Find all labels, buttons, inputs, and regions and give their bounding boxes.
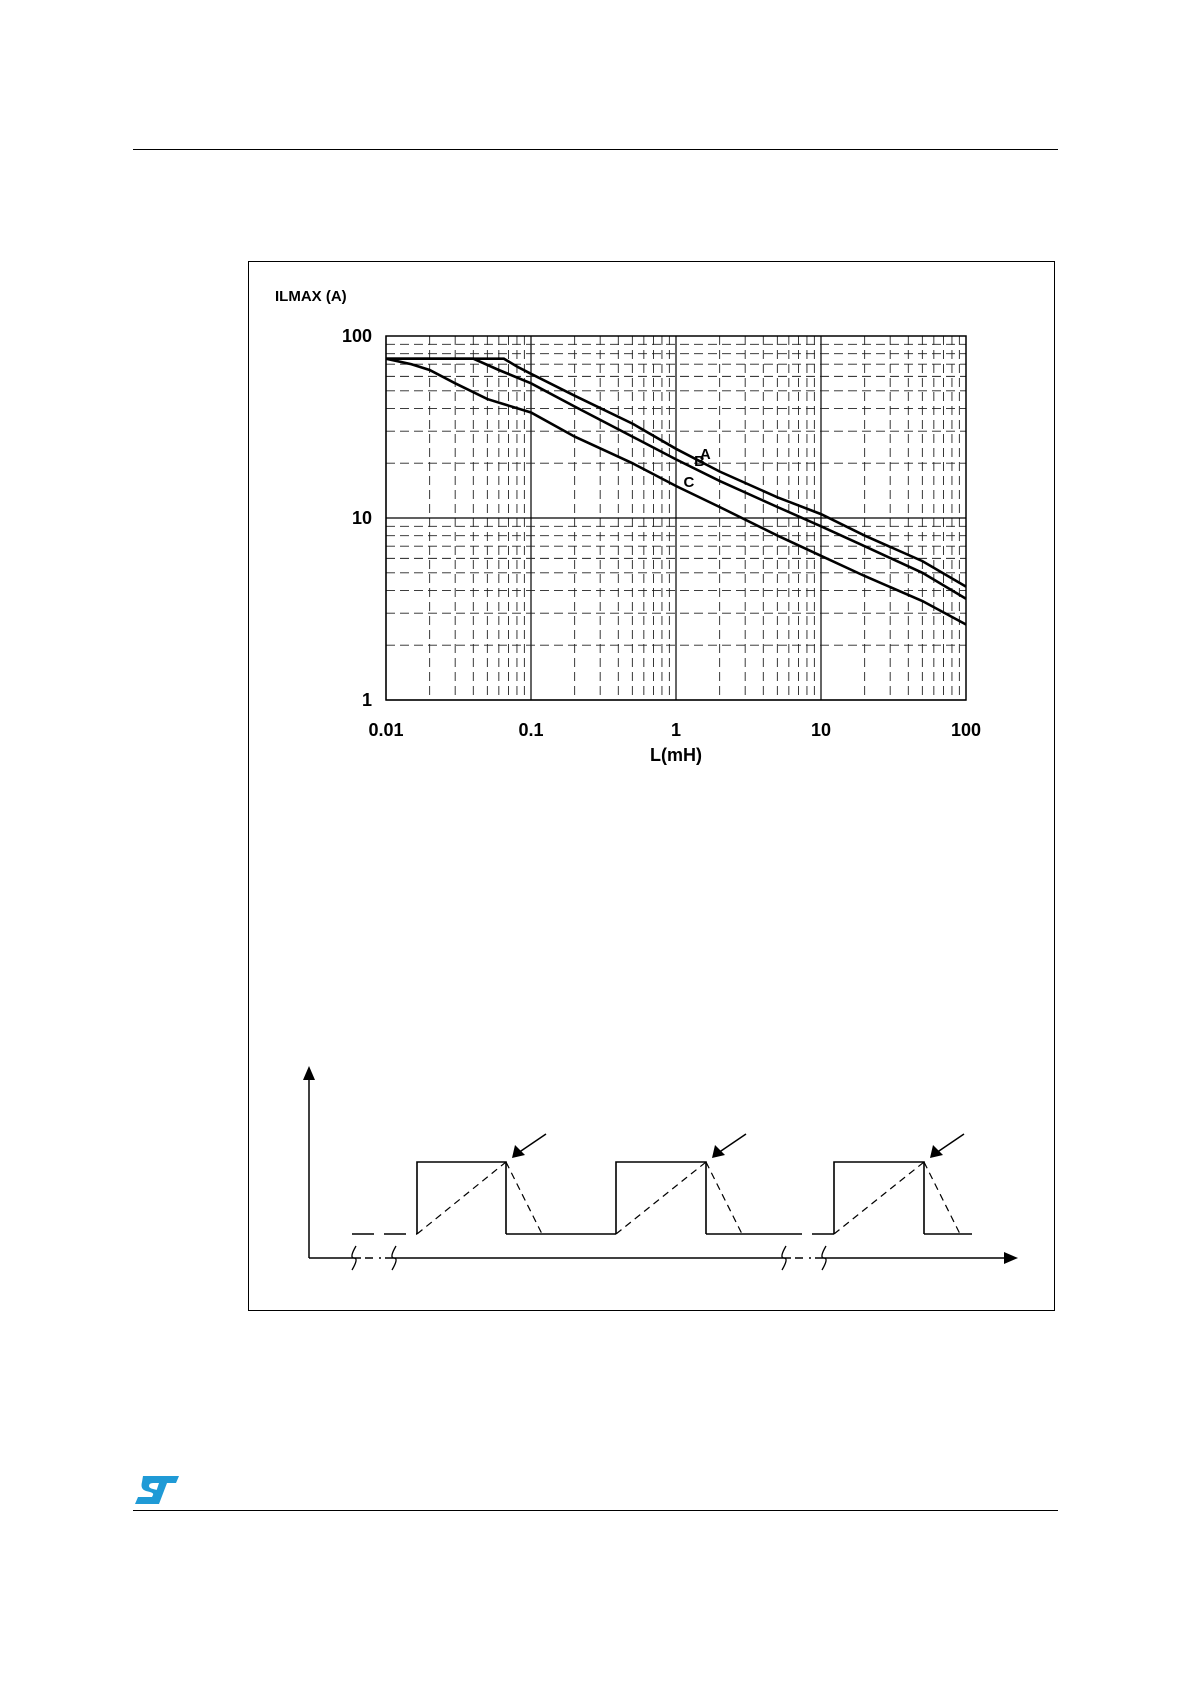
y-tick-label: 10	[351, 508, 372, 528]
x-tick-label: 10	[810, 720, 832, 740]
axis-break-icon	[392, 1246, 396, 1270]
footer-rule	[133, 1510, 1058, 1511]
x-tick-label: 1	[670, 720, 682, 740]
y-tick-label: 1	[361, 690, 372, 710]
axis-break-icon	[822, 1246, 826, 1270]
current-ramp-up	[417, 1162, 506, 1234]
wave-x-arrow	[1004, 1252, 1018, 1264]
axis-break-icon	[782, 1246, 786, 1270]
y-axis-label: ILMAX (A)	[275, 288, 347, 305]
x-tick-label: 0.1	[518, 720, 544, 740]
arrow-icon	[512, 1145, 525, 1158]
current-ramp-down	[924, 1162, 960, 1234]
x-tick-label: 100	[950, 720, 982, 740]
arrow-icon	[712, 1145, 725, 1158]
peak-pointer	[518, 1134, 546, 1153]
wave-y-arrow	[303, 1066, 315, 1080]
peak-pointer	[936, 1134, 964, 1153]
x-axis-label: L(mH)	[650, 745, 702, 765]
axis-break-icon	[352, 1246, 356, 1270]
peak-pointer	[718, 1134, 746, 1153]
series-label-b: B	[694, 452, 706, 470]
current-ramp-down	[706, 1162, 742, 1234]
current-ramp-down	[506, 1162, 542, 1234]
series-label-c: C	[683, 474, 695, 492]
series-label-a: A	[699, 446, 711, 464]
arrow-icon	[930, 1145, 943, 1158]
x-tick-label: 0.01	[368, 720, 404, 740]
current-ramp-up	[834, 1162, 924, 1234]
y-tick-label: 100	[341, 326, 372, 346]
st-logo	[133, 1474, 181, 1506]
current-ramp-up	[616, 1162, 706, 1234]
